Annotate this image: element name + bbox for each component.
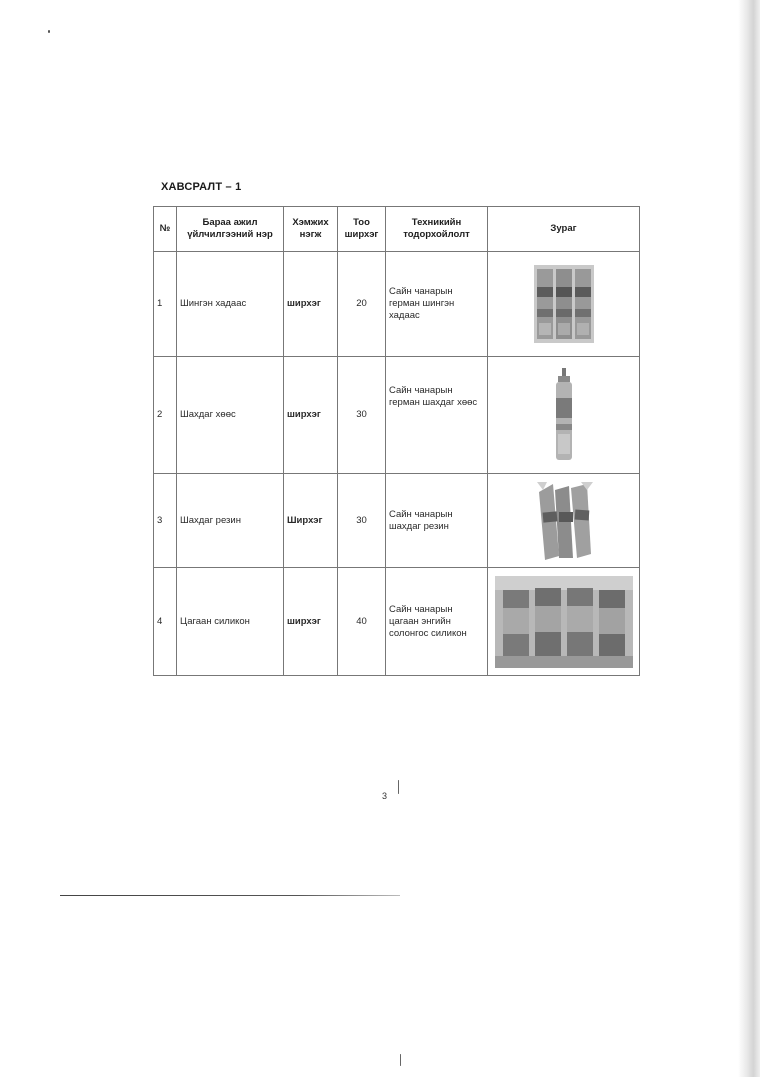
row-name: Шахдаг резин	[177, 474, 284, 568]
row-name: Шахдаг хөөс	[177, 357, 284, 474]
row-spec: Сайн чанарын цагаан энгийн солонгос силикон	[386, 568, 488, 676]
row-spec: Сайн чанарын шахдаг резин	[386, 474, 488, 568]
sealant-tubes-image	[533, 482, 595, 560]
row-spec: Сайн чанарын герман шахдаг хөөс	[386, 357, 488, 474]
row-name: Шингэн хадаас	[177, 252, 284, 357]
table-row	[154, 474, 640, 568]
table-row	[154, 252, 640, 357]
row-qty: 30	[338, 474, 386, 568]
row-qty: 20	[338, 252, 386, 357]
footer-rule-line	[60, 895, 400, 896]
table-row	[154, 568, 640, 676]
header-name: Бараа ажил үйлчилгээний нэр	[177, 207, 284, 252]
row-qty: 40	[338, 568, 386, 676]
scan-speck	[48, 30, 50, 33]
row-no: 4	[154, 568, 177, 676]
row-no: 1	[154, 252, 177, 357]
row-no: 2	[154, 357, 177, 474]
row-unit: ширхэг	[284, 568, 338, 676]
glue-tubes-image	[534, 265, 594, 343]
row-unit: ширхэг	[284, 252, 338, 357]
header-spec: Техникийн тодорхойлолт	[386, 207, 488, 252]
appendix-title: ХАВСРАЛТ – 1	[161, 181, 242, 193]
header-no: №	[154, 207, 177, 252]
table-header-row	[154, 207, 640, 252]
header-qty: Тоо ширхэг	[338, 207, 386, 252]
row-spec: Сайн чанарын герман шингэн хадаас	[386, 252, 488, 357]
header-unit: Хэмжих нэгж	[284, 207, 338, 252]
header-image: Зураг	[488, 207, 640, 252]
row-unit: Ширхэг	[284, 474, 338, 568]
row-qty: 30	[338, 357, 386, 474]
scan-edge-shadow	[738, 0, 760, 1077]
items-table	[153, 206, 640, 676]
scan-mark	[398, 780, 399, 794]
table-row	[154, 357, 640, 474]
scan-mark	[400, 1054, 401, 1066]
row-unit: ширхэг	[284, 357, 338, 474]
row-no: 3	[154, 474, 177, 568]
row-name: Цагаан силикон	[177, 568, 284, 676]
foam-can-image	[553, 368, 575, 462]
page-number: 3	[382, 791, 388, 801]
silicone-box-image	[495, 576, 633, 668]
